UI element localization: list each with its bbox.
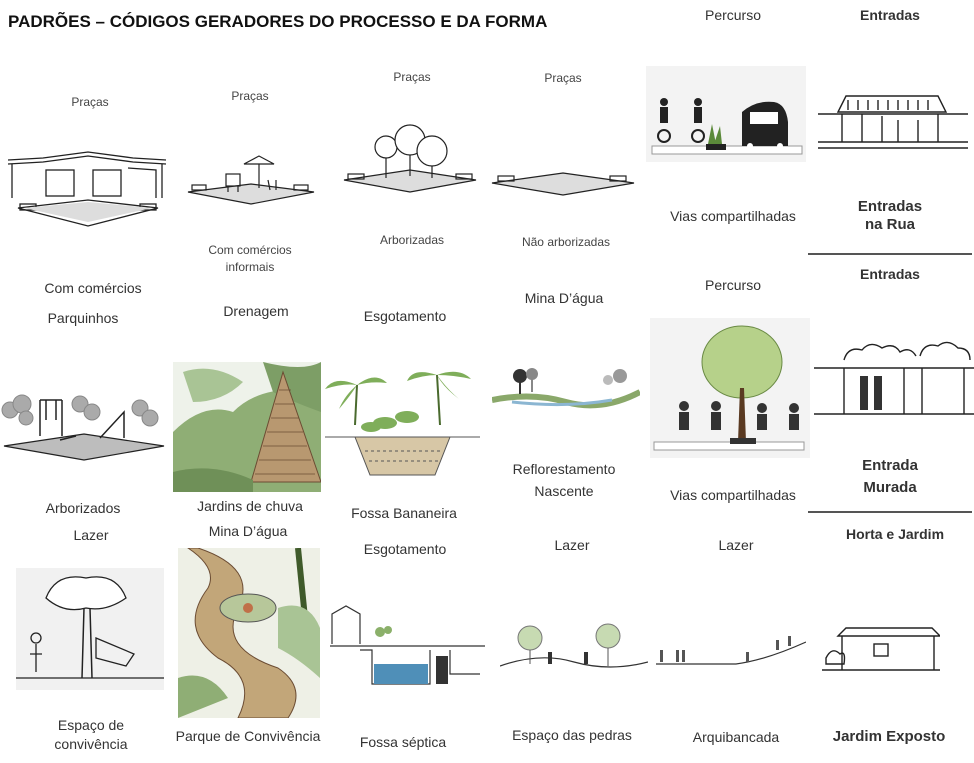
label-parquinhos: Parquinhos xyxy=(47,310,119,326)
label-com-comercios: Com comércios xyxy=(44,280,142,296)
banana-septic-illustration xyxy=(325,365,480,490)
label-arborizados: Arborizados xyxy=(45,500,121,516)
label-nascente: Nascente xyxy=(534,483,594,499)
label-arquibancada: Arquibancada xyxy=(692,729,780,745)
label-pracas-4: Praças xyxy=(544,71,582,85)
label-lazer-3: Lazer xyxy=(718,537,754,553)
label-pracas-3: Praças xyxy=(393,70,431,84)
community-park-illustration xyxy=(178,548,320,718)
reforestation-spring-illustration xyxy=(492,362,640,414)
label-com-comercios-informais-2: informais xyxy=(225,260,275,274)
bleachers-illustration xyxy=(656,630,806,670)
label-drenagem: Drenagem xyxy=(223,303,289,319)
street-entrance-sketch xyxy=(818,92,968,154)
plaza-with-trees-illustration xyxy=(340,122,480,194)
social-space-sketch xyxy=(16,568,164,690)
label-percurso-2: Percurso xyxy=(704,277,762,293)
label-entrada-murada-2: Murada xyxy=(863,479,917,496)
label-reflorestamento: Reflorestamento xyxy=(512,461,616,477)
label-horta-e-jardim: Horta e Jardim xyxy=(845,526,945,542)
label-entrada-murada-1: Entrada xyxy=(862,457,918,474)
label-pracas-1: Praças xyxy=(71,95,109,109)
label-pracas-2: Praças xyxy=(231,89,269,103)
shared-street-illustration-2 xyxy=(650,318,810,458)
plaza-informal-commerce-illustration xyxy=(184,152,319,207)
rain-garden-illustration xyxy=(173,362,321,492)
label-espaco-de-1: Espaço de xyxy=(57,717,125,733)
divider-2 xyxy=(808,511,972,513)
label-entradas-na-rua-1: Entradas xyxy=(857,198,923,215)
label-entradas-1: Entradas xyxy=(860,7,920,23)
plaza-with-shops-illustration xyxy=(8,150,168,235)
label-percurso-1: Percurso xyxy=(704,7,762,23)
label-jardim-exposto: Jardim Exposto xyxy=(832,728,946,745)
page-title: PADRÕES – CÓDIGOS GERADORES DO PROCESSO E DA FORMA xyxy=(8,12,548,31)
label-espaco-das-pedras: Espaço das pedras xyxy=(512,727,632,743)
label-esgotamento-2: Esgotamento xyxy=(363,541,447,557)
label-lazer-1: Lazer xyxy=(73,527,109,543)
shared-street-illustration-1 xyxy=(646,66,806,162)
stones-space-illustration xyxy=(500,622,648,674)
plaza-without-trees-illustration xyxy=(488,163,638,198)
label-lazer-2: Lazer xyxy=(554,537,590,553)
label-nao-arborizadas: Não arborizadas xyxy=(521,235,611,249)
label-espaco-de-2: convivência xyxy=(54,736,128,752)
label-jardins-de-chuva: Jardins de chuva xyxy=(197,498,303,514)
label-parque-de-convivencia: Parque de Convivência xyxy=(175,728,321,744)
label-vias-compartilhadas-2: Vias compartilhadas xyxy=(670,487,796,503)
label-arborizadas: Arborizadas xyxy=(379,233,445,247)
playground-illustration xyxy=(0,390,168,462)
label-com-comercios-informais-1: Com comércios xyxy=(208,243,292,257)
walled-entrance-sketch xyxy=(814,338,974,418)
label-fossa-septica: Fossa séptica xyxy=(359,734,447,750)
divider-1 xyxy=(808,253,972,255)
label-mina-dagua-2: Mina D’água xyxy=(208,523,288,539)
exposed-garden-sketch xyxy=(822,624,940,674)
label-vias-compartilhadas-1: Vias compartilhadas xyxy=(670,208,796,224)
label-entradas-na-rua-2: na Rua xyxy=(864,216,916,233)
label-entradas-2: Entradas xyxy=(860,266,920,282)
label-esgotamento-1: Esgotamento xyxy=(363,308,447,324)
label-fossa-bananeira: Fossa Bananeira xyxy=(351,505,457,521)
label-mina-dagua-1: Mina D’água xyxy=(524,290,604,306)
septic-tank-illustration xyxy=(330,604,485,702)
